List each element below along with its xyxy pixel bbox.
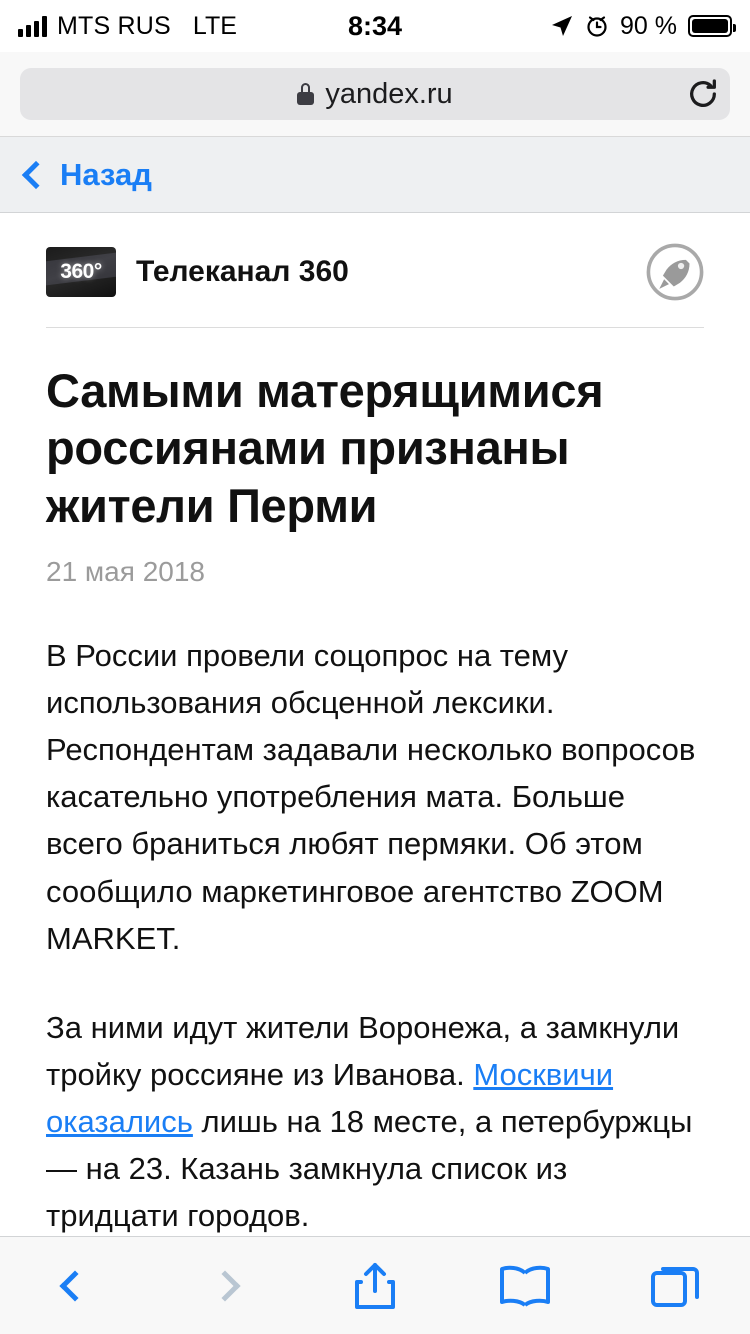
- publisher-name[interactable]: Телеканал 360: [136, 255, 349, 288]
- browser-url-bar: [0, 52, 750, 137]
- toolbar-share-button[interactable]: [300, 1237, 450, 1334]
- share-icon[interactable]: [353, 1261, 397, 1311]
- paragraph-2-text-before: За ними идут жители Воронежа, а замкнули тройку россияне из Иванова.: [46, 1009, 680, 1092]
- book-icon[interactable]: [499, 1265, 551, 1307]
- battery-icon: [688, 15, 732, 37]
- browser-toolbar: [0, 1236, 750, 1334]
- toolbar-bookmarks-button[interactable]: [450, 1237, 600, 1334]
- lock-icon: [297, 83, 314, 105]
- publisher-row: [46, 243, 704, 328]
- paragraph-2-text-after: лишь на 18 месте, а петербуржцы — на 23. Казань замкнула список из тридцати городов.: [46, 1103, 693, 1234]
- article-paragraph-1: В России провели соцопрос на тему использования обсценной лексики. Респондентам задавали несколько вопросов касательно употребления мата. Больше всего браниться любят пермяки. Об этом сообщило маркетинговое агентство ZOOM MARKET.: [46, 637, 696, 956]
- chevron-right-icon[interactable]: [209, 1270, 240, 1301]
- in-page-back-bar[interactable]: [0, 137, 750, 213]
- reload-icon[interactable]: [686, 77, 720, 111]
- article-content: [0, 213, 750, 1236]
- article-date: 21 мая 2018: [46, 555, 205, 587]
- status-bar: [0, 0, 750, 52]
- article-paragraph-2: [46, 1004, 704, 1236]
- toolbar-back-button[interactable]: [0, 1237, 150, 1334]
- battery-percent-label: 90 %: [620, 11, 677, 40]
- article-headline: Самыми матерящимися россиянами признаны жители Перми: [46, 364, 604, 532]
- chevron-left-icon[interactable]: [59, 1270, 90, 1301]
- network-type-label: LTE: [192, 11, 237, 40]
- clock-label: 8:34: [347, 10, 403, 41]
- rocket-icon[interactable]: [646, 243, 704, 301]
- url-text: yandex.ru: [325, 77, 453, 110]
- publisher-logo: [46, 247, 116, 297]
- back-label[interactable]: Назад: [60, 156, 152, 192]
- url-input[interactable]: [20, 68, 730, 120]
- inline-link-moskvichi[interactable]: Москвичи оказались: [46, 1056, 614, 1139]
- publisher-logo-text: 360°: [60, 260, 102, 283]
- carrier-label: MTS RUS: [57, 11, 171, 40]
- toolbar-tabs-button[interactable]: [600, 1237, 750, 1334]
- tabs-icon[interactable]: [650, 1263, 700, 1309]
- chevron-left-icon[interactable]: [22, 160, 50, 188]
- toolbar-forward-button[interactable]: [150, 1237, 300, 1334]
